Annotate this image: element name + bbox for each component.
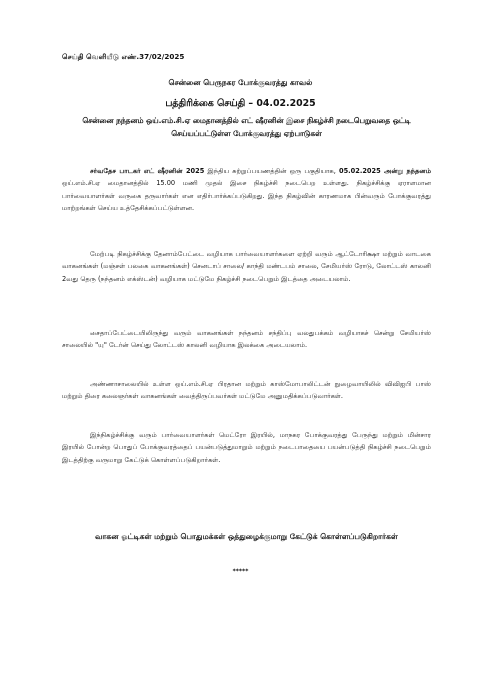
intro-bold-date: 05.02.2025 அன்று நந்தனம் [338, 167, 431, 175]
press-release-subject: சென்னை நந்தனம் ஒய்.எம்.சி.ஏ மைதானத்தில் எட் ஷீரனின் இசை நிகழ்ச்சி நடைபெறுவதை ஒட்டி செய்யப்பட்டுள்ள போக்குவரத்து ஏற்பாடுகள் [82, 116, 411, 138]
paragraph-public-transport: இந்நிகழ்ச்சிக்கு வரும் பார்வையாளர்கள் மெட்ரோ இரயில், மாநகர போக்குவரத்து பேருந்து மற்றும் மின்சார இரயில் போன்ற பொதுப் போக்குவரத்தைப் பயன்படுத்துமாறும் மற்றும் நடைபாதையை பயன்படுத்தி நிகழ்ச்சி நடைபெறும் இடத்திற்கு வருமாறு கேட்டுக் கொள்ளப்படுகிறார்கள். [62, 431, 431, 464]
paragraph-intro [62, 165, 431, 215]
end-mark: ***** [232, 568, 249, 575]
paragraph-vvip-entry: அண்ணாசாலையில் உள்ள ஒய்.எம்.சி.ஏ பிரதான மற்றும் காஸ்மோபாலிட்டன் நுழைவாயிலில் விவிஐபி பாஸ் மற்றும் திரை கலைஞர்கள் வாகனங்கள் வைத்திருப்பவர்கள் மட்டுமே அனுமதிக்கப்படுவார்கள். [62, 380, 431, 401]
intro-bold-singer: சர்வதேச பாடகர் எட் ஷீரனின் 2025 [90, 167, 205, 175]
press-release-title: பத்திரிக்கை செய்தி – 04.02.2025 [165, 98, 316, 109]
paragraph-saidapet-route: சைதாப்பேட்டையிலிருந்து வரும் வாகனங்கள் நந்தனம் சந்திப்பு வலதுபக்கம் வழியாகச் சென்று சேமியர்ஸ் சாலையில் "யு" டேர்ன் செய்து லோட்டஸ் காலனி வழியாக இலக்கை அடையலாம். [62, 329, 431, 350]
intro-text-2: ஒய்.எம்.சி.ஏ மைதானத்தில் 15.00 மணி முதல் இசை நிகழ்ச்சி நடைபெற உள்ளது. நிகழ்ச்சிக்கு ஏராளமான பார்வையாளர்கள் வருகை தருவார்கள் என எதிர்பார்க்கப்படுகிறது. இந்த நிகழ்வின் காரணமாக பின்வரும் போக்குவரத்து மாற்றங்கள் செய்ய உத்தேசிக்கப்பட்டுள்ளன. [62, 179, 431, 213]
paragraph-teynampet-route: மேற்படி நிகழ்ச்சிக்கு தேனாம்பேட்டை வழியாக பார்வையாளர்களை ஏற்றி வரும் ஆட்டோரிக்ஷா மற்றும் வாடகை வாகனங்கள் (மஞ்சள் பலகை வாகனங்கள்) செனடாப் சாலை/ காந்தி மண்டபம் சாலை, சேமியர்ஸ் ரோடு, லோட்டஸ் காலனி 2வது தெரு (நந்தனம் எக்ஸ்டன்) வழியாக மட்டுமே நிகழ்ச்சி நடைபெறும் இடத்தை அடையலாம். [62, 250, 431, 283]
release-number: செய்தி வெளியீடு எண்.37/02/2025 [62, 52, 185, 61]
department-name: சென்னை பெருநகர போக்குவரத்து காவல் [168, 78, 313, 87]
intro-text-1: இந்திய சுற்றுப்பயணத்தின் ஒரு பகுதியாக, [204, 167, 339, 175]
closing-request: வாகன ஓட்டிகள் மற்றும் பொதுமக்கள் ஒத்துழைக்குமாறு கேட்டுக் கொள்ளப்படுகிறார்கள் [95, 532, 398, 541]
